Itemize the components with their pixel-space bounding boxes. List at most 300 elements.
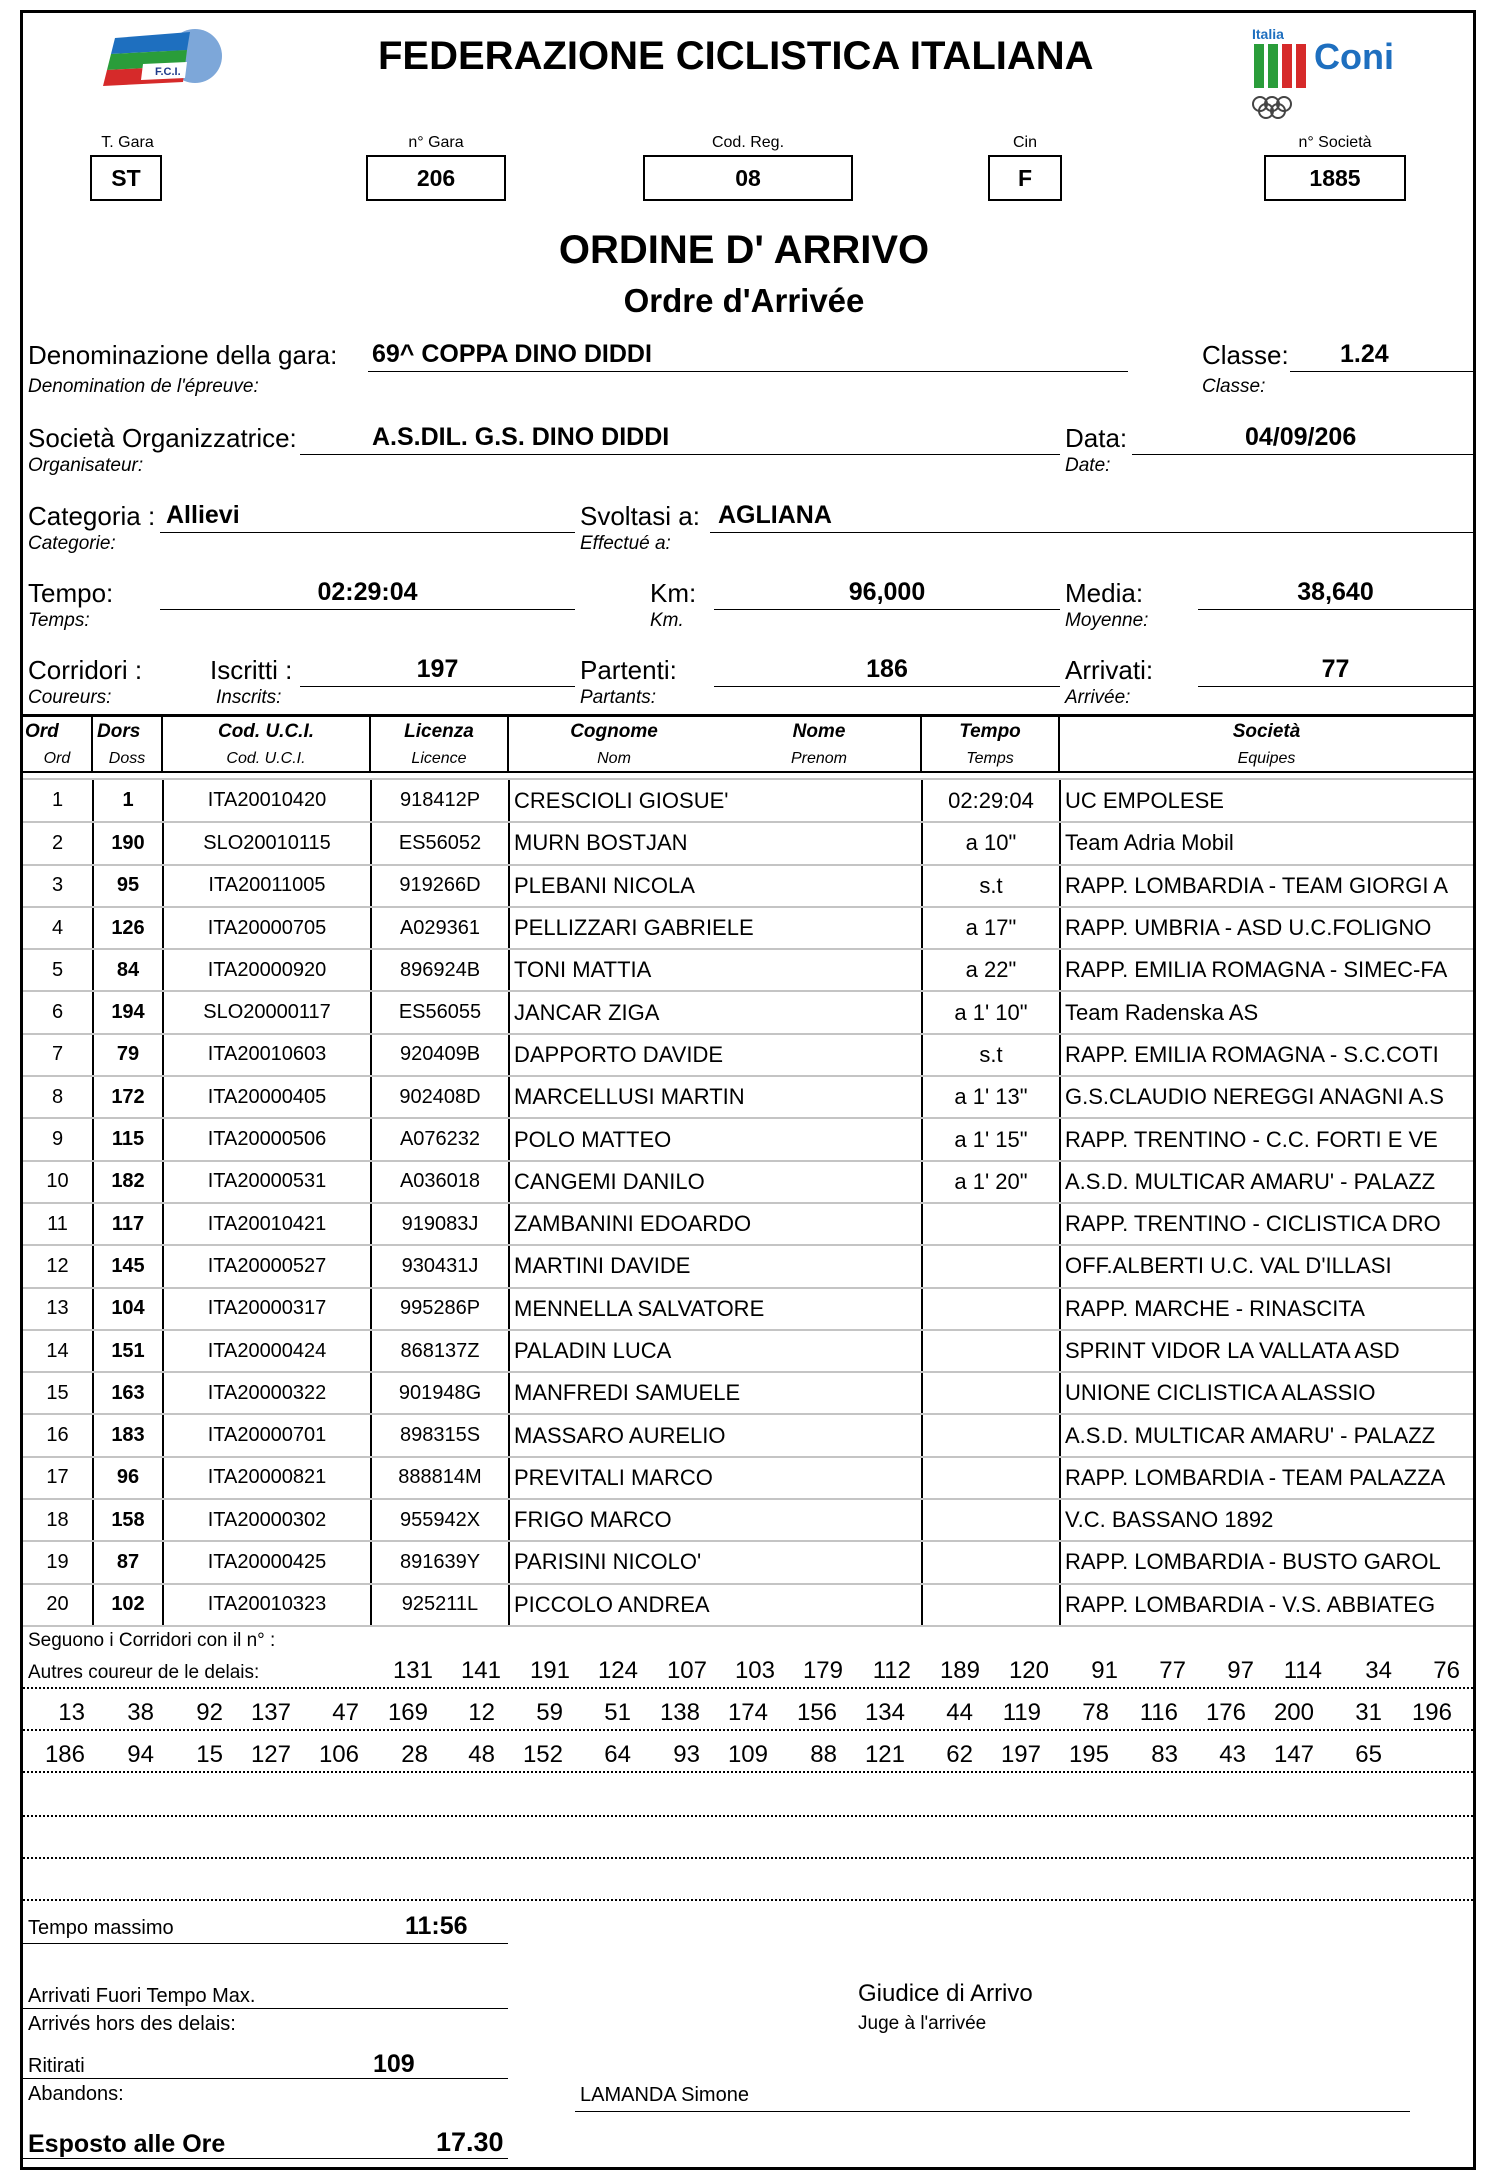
cell-rider-name: MASSARO AURELIO (509, 1414, 922, 1456)
col-team: Società Equipes (1232, 721, 1301, 767)
cell-ord: 7 (23, 1034, 93, 1076)
place-underline (710, 532, 1473, 533)
bib-number: 31 (1355, 1699, 1382, 1726)
bib-number: 47 (332, 1699, 359, 1726)
cell-team: A.S.D. MULTICAR AMARU' - PALAZZ (1060, 1414, 1473, 1456)
dotted-line-5 (23, 1857, 1473, 1859)
cell-team: OFF.ALBERTI U.C. VAL D'ILLASI (1060, 1245, 1473, 1287)
others-row-1 (0, 1657, 1488, 1685)
bib-number: 138 (659, 1699, 700, 1726)
cell-bib: 79 (93, 1034, 163, 1076)
dotted-line-4 (23, 1815, 1473, 1817)
table-row (23, 1245, 1473, 1287)
bib-number: 156 (796, 1699, 837, 1726)
bib-number: 124 (597, 1657, 638, 1684)
bib-number: 83 (1151, 1741, 1178, 1768)
cell-bib: 104 (93, 1288, 163, 1330)
cell-time (922, 1245, 1060, 1287)
riders-label-fr: Coureurs: (28, 687, 112, 708)
cell-rider-name: MENNELLA SALVATORE (509, 1288, 922, 1330)
cell-rider-name: CANGEMI DANILO (509, 1161, 922, 1203)
cell-rider-name: ZAMBANINI EDOARDO (509, 1203, 922, 1245)
results-header (23, 714, 1473, 773)
average-underline (1198, 609, 1473, 610)
bib-number: 78 (1082, 1699, 1109, 1726)
place-label-fr: Effectué a: (580, 533, 671, 554)
bib-number: 62 (946, 1741, 973, 1768)
bib-number: 51 (604, 1699, 631, 1726)
cell-licence: 919266D (371, 865, 509, 907)
bib-number: 43 (1219, 1741, 1246, 1768)
coni-logo (1248, 26, 1408, 121)
bib-number: 93 (673, 1741, 700, 1768)
cell-team: UC EMPOLESE (1060, 780, 1473, 822)
cell-ord: 6 (23, 991, 93, 1033)
code-box-nsocieta: 1885 (1264, 155, 1406, 201)
cell-ord: 9 (23, 1118, 93, 1160)
bib-number: 48 (468, 1741, 495, 1768)
cell-bib: 194 (93, 991, 163, 1033)
bib-number: 88 (810, 1741, 837, 1768)
bib-number: 189 (939, 1657, 980, 1684)
cell-team: RAPP. TRENTINO - CICLISTICA DRO (1060, 1203, 1473, 1245)
col-time: Tempo Temps (922, 717, 1060, 771)
cell-team: A.S.D. MULTICAR AMARU' - PALAZZ (1060, 1161, 1473, 1203)
cell-time (922, 1330, 1060, 1372)
km-label: Km: (650, 578, 697, 608)
retired-underline (23, 2078, 508, 2079)
judge-label: Giudice di Arrivo (858, 1980, 1033, 2007)
table-row (23, 865, 1473, 907)
class-underline (1290, 371, 1473, 372)
table-row (23, 1288, 1473, 1330)
org-underline (300, 454, 1060, 455)
org-label-fr: Organisateur: (28, 455, 144, 476)
cell-team: RAPP. LOMBARDIA - TEAM PALAZZA (1060, 1457, 1473, 1499)
cell-uci-code: ITA20010421 (163, 1203, 371, 1245)
cell-uci-code: ITA20010603 (163, 1034, 371, 1076)
cell-rider-name: MARTINI DAVIDE (509, 1245, 922, 1287)
cell-licence: 918412P (371, 780, 509, 822)
category-value: Allievi (166, 501, 240, 529)
bib-number: 15 (196, 1741, 223, 1768)
table-row (23, 907, 1473, 949)
results-spacer (23, 773, 1473, 780)
out-time-label-fr: Arrivés hors des delais: (28, 2013, 236, 2035)
retired-value: 109 (373, 2050, 415, 2078)
cell-licence: 902408D (371, 1076, 509, 1118)
cell-team: RAPP. MARCHE - RINASCITA (1060, 1288, 1473, 1330)
cell-uci-code: ITA20000425 (163, 1541, 371, 1583)
bib-number: 114 (1283, 1657, 1322, 1684)
cell-licence: 995286P (371, 1288, 509, 1330)
bib-number: 92 (196, 1699, 223, 1726)
finishers-label: Arrivati: (1065, 655, 1154, 685)
cell-rider-name: PARISINI NICOLO' (509, 1541, 922, 1583)
out-time-underline (23, 2008, 508, 2009)
cell-licence: 888814M (371, 1457, 509, 1499)
date-underline (1132, 454, 1473, 455)
code-box-tgara: ST (90, 155, 162, 201)
bib-number: 13 (58, 1699, 85, 1726)
cell-uci-code: ITA20000701 (163, 1414, 371, 1456)
code-box-ngara: 206 (366, 155, 506, 201)
cell-team: RAPP. UMBRIA - ASD U.C.FOLIGNO (1060, 907, 1473, 949)
page-title: ORDINE D' ARRIVO (558, 228, 930, 272)
time-value: 02:29:04 (317, 578, 418, 606)
cell-ord: 4 (23, 907, 93, 949)
cell-time (922, 1499, 1060, 1541)
col-licence: Licenza Licence (371, 717, 509, 771)
code-label-cin: Cin (1012, 134, 1037, 151)
bib-number: 76 (1433, 1657, 1460, 1684)
riders-label: Corridori : (28, 655, 143, 685)
entered-value: 197 (416, 655, 459, 683)
table-row (23, 991, 1473, 1033)
cell-licence: A076232 (371, 1118, 509, 1160)
table-row (23, 1330, 1473, 1372)
cell-licence: 896924B (371, 949, 509, 991)
dotted-line-3 (23, 1771, 1473, 1773)
table-row (23, 1457, 1473, 1499)
cell-bib: 95 (93, 865, 163, 907)
bib-number: 65 (1355, 1741, 1382, 1768)
cell-licence: 955942X (371, 1499, 509, 1541)
fci-logo-text: F.C.I. (155, 66, 181, 78)
col-ord: Ord Ord (23, 717, 93, 771)
cell-bib: 145 (93, 1245, 163, 1287)
cell-time (922, 1414, 1060, 1456)
cell-rider-name: FRIGO MARCO (509, 1499, 922, 1541)
place-value: AGLIANA (718, 501, 832, 529)
entered-underline (300, 686, 575, 687)
bib-number: 147 (1273, 1741, 1314, 1768)
table-row (23, 780, 1473, 822)
bib-number: 169 (387, 1699, 428, 1726)
cell-bib: 96 (93, 1457, 163, 1499)
table-row (23, 1034, 1473, 1076)
cell-team: UNIONE CICLISTICA ALASSIO (1060, 1372, 1473, 1414)
date-label: Data: (1065, 423, 1128, 453)
entered-label-fr: Inscrits: (216, 687, 282, 708)
bib-number: 152 (522, 1741, 563, 1768)
code-label-tgara: T. Gara (101, 134, 154, 151)
coni-logo-top: Italia (1252, 26, 1284, 42)
cell-uci-code: ITA20000531 (163, 1161, 371, 1203)
starters-value: 186 (866, 655, 908, 683)
cell-licence: 920409B (371, 1034, 509, 1076)
cell-time: s.t (922, 1034, 1060, 1076)
others-label: Seguono i Corridori con il n° : (28, 1630, 276, 1651)
time-underline (160, 609, 575, 610)
table-row (23, 1372, 1473, 1414)
cell-uci-code: ITA20000322 (163, 1372, 371, 1414)
km-label-fr: Km. (650, 610, 684, 631)
finishers-value: 77 (1321, 655, 1350, 683)
col-name: Cognome Nom Nome Prenom (509, 717, 922, 771)
table-row (23, 1499, 1473, 1541)
page-subtitle: Ordre d'Arrivée (623, 282, 865, 319)
table-row (23, 1584, 1473, 1626)
date-value: 04/09/206 (1245, 423, 1357, 451)
cell-time: a 1' 15" (922, 1118, 1060, 1160)
bib-number: 200 (1273, 1699, 1314, 1726)
cell-uci-code: SLO20000117 (163, 991, 371, 1033)
cell-time: a 17" (922, 907, 1060, 949)
cell-time: s.t (922, 865, 1060, 907)
entered-label: Iscritti : (210, 655, 293, 685)
cell-ord: 18 (23, 1499, 93, 1541)
time-label-fr: Temps: (28, 610, 90, 631)
cell-licence: ES56055 (371, 991, 509, 1033)
cell-team: RAPP. LOMBARDIA - TEAM GIORGI A (1060, 865, 1473, 907)
cell-team: V.C. BASSANO 1892 (1060, 1499, 1473, 1541)
code-label-ngara: n° Gara (408, 134, 464, 151)
cell-uci-code: ITA20000506 (163, 1118, 371, 1160)
cell-licence: A036018 (371, 1161, 509, 1203)
cell-team: RAPP. EMILIA ROMAGNA - SIMEC-FA (1060, 949, 1473, 991)
table-row (23, 1161, 1473, 1203)
place-label: Svoltasi a: (580, 501, 700, 531)
race-label: Denominazione della gara: (28, 340, 338, 370)
judge-name: LAMANDA Simone (580, 2084, 749, 2106)
time-label: Tempo: (28, 578, 114, 608)
cell-time: a 10" (922, 822, 1060, 864)
cell-uci-code: ITA20000317 (163, 1288, 371, 1330)
cell-bib: 84 (93, 949, 163, 991)
table-row (23, 1541, 1473, 1583)
km-value: 96,000 (848, 578, 926, 606)
bib-number: 59 (536, 1699, 563, 1726)
cell-bib: 190 (93, 822, 163, 864)
cell-ord: 19 (23, 1541, 93, 1583)
cell-rider-name: JANCAR ZIGA (509, 991, 922, 1033)
cell-team: RAPP. TRENTINO - C.C. FORTI E VE (1060, 1118, 1473, 1160)
bib-number: 131 (392, 1657, 433, 1684)
cell-ord: 8 (23, 1076, 93, 1118)
km-underline (714, 609, 1060, 610)
class-label-fr: Classe: (1202, 376, 1266, 397)
cell-time (922, 1372, 1060, 1414)
starters-label: Partenti: (580, 655, 677, 685)
judge-underline (575, 2111, 1410, 2112)
average-label-fr: Moyenne: (1065, 610, 1149, 631)
code-box-codreg: 08 (643, 155, 853, 201)
bib-number: 64 (604, 1741, 631, 1768)
col-uci: Cod. U.C.I. Cod. U.C.I. (163, 717, 371, 771)
retired-label: Ritirati (28, 2055, 85, 2077)
finishers-underline (1198, 686, 1473, 687)
category-underline (160, 532, 575, 533)
cell-rider-name: PALADIN LUCA (509, 1330, 922, 1372)
bib-number: 112 (872, 1657, 911, 1684)
cell-uci-code: SLO20010115 (163, 822, 371, 864)
cell-bib: 163 (93, 1372, 163, 1414)
table-row (23, 1414, 1473, 1456)
bib-number: 109 (727, 1741, 768, 1768)
bib-number: 195 (1068, 1741, 1109, 1768)
class-value: 1.24 (1340, 340, 1389, 368)
cell-uci-code: ITA20000424 (163, 1330, 371, 1372)
cell-uci-code: ITA20011005 (163, 865, 371, 907)
bib-number: 176 (1205, 1699, 1246, 1726)
dotted-line-6 (23, 1899, 1473, 1901)
fci-logo (95, 28, 230, 90)
retired-label-fr: Abandons: (28, 2083, 124, 2105)
finishers-label-fr: Arrivée: (1065, 687, 1131, 708)
cell-team: RAPP. EMILIA ROMAGNA - S.C.COTI (1060, 1034, 1473, 1076)
bib-number: 134 (864, 1699, 905, 1726)
org-label: Società Organizzatrice: (28, 423, 297, 453)
code-label-codreg: Cod. Reg. (711, 134, 785, 151)
bib-number: 91 (1091, 1657, 1118, 1684)
bib-number: 196 (1411, 1699, 1452, 1726)
bib-number: 174 (727, 1699, 768, 1726)
cell-rider-name: DAPPORTO DAVIDE (509, 1034, 922, 1076)
cell-rider-name: MANFREDI SAMUELE (509, 1372, 922, 1414)
results-table (23, 780, 1473, 1627)
cell-bib: 126 (93, 907, 163, 949)
posted-value: 17.30 (436, 2127, 504, 2157)
dotted-line-2 (23, 1729, 1473, 1731)
bib-number: 179 (802, 1657, 843, 1684)
bib-number: 34 (1365, 1657, 1392, 1684)
cell-rider-name: CRESCIOLI GIOSUE' (509, 780, 922, 822)
federation-title: FEDERAZIONE CICLISTICA ITALIANA (378, 34, 1094, 78)
posted-underline (23, 2158, 508, 2159)
cell-uci-code: ITA20010420 (163, 780, 371, 822)
cell-time: a 1' 20" (922, 1161, 1060, 1203)
table-row (23, 822, 1473, 864)
cell-time: a 1' 10" (922, 991, 1060, 1033)
bib-number: 106 (318, 1741, 359, 1768)
code-box-cin: F (988, 155, 1062, 201)
bib-number: 116 (1139, 1699, 1178, 1726)
cell-bib: 1 (93, 780, 163, 822)
cell-ord: 20 (23, 1584, 93, 1626)
bib-number: 94 (127, 1741, 154, 1768)
cell-bib: 117 (93, 1203, 163, 1245)
cell-uci-code: ITA20000920 (163, 949, 371, 991)
cell-ord: 5 (23, 949, 93, 991)
cell-team: Team Adria Mobil (1060, 822, 1473, 864)
cell-rider-name: PLEBANI NICOLA (509, 865, 922, 907)
bib-number: 127 (250, 1741, 291, 1768)
cell-ord: 14 (23, 1330, 93, 1372)
bib-number: 77 (1159, 1657, 1186, 1684)
posted-label: Esposto alle Ore (28, 2130, 226, 2158)
starters-label-fr: Partants: (580, 687, 657, 708)
cell-team: RAPP. LOMBARDIA - BUSTO GAROL (1060, 1541, 1473, 1583)
cell-uci-code: ITA20000705 (163, 907, 371, 949)
cell-time: a 1' 13" (922, 1076, 1060, 1118)
cell-licence: 891639Y (371, 1541, 509, 1583)
cell-bib: 183 (93, 1414, 163, 1456)
cell-rider-name: PELLIZZARI GABRIELE (509, 907, 922, 949)
coni-logo-text: Coni (1314, 36, 1394, 77)
table-row (23, 1203, 1473, 1245)
cell-ord: 17 (23, 1457, 93, 1499)
max-time-underline (23, 1943, 508, 1944)
cell-team: Team Radenska AS (1060, 991, 1473, 1033)
cell-uci-code: ITA20000821 (163, 1457, 371, 1499)
cell-bib: 182 (93, 1161, 163, 1203)
cell-licence: 930431J (371, 1245, 509, 1287)
max-time-label: Tempo massimo (28, 1917, 174, 1939)
cell-bib: 172 (93, 1076, 163, 1118)
cell-team: G.S.CLAUDIO NEREGGI ANAGNI A.S (1060, 1076, 1473, 1118)
table-row (23, 1076, 1473, 1118)
bib-number: 97 (1227, 1657, 1254, 1684)
average-label: Media: (1065, 578, 1144, 608)
class-label: Classe: (1202, 340, 1289, 370)
category-label-fr: Categorie: (28, 533, 116, 554)
cell-ord: 11 (23, 1203, 93, 1245)
bib-number: 44 (946, 1699, 973, 1726)
bib-number: 191 (529, 1657, 570, 1684)
cell-licence: 868137Z (371, 1330, 509, 1372)
cell-team: RAPP. LOMBARDIA - V.S. ABBIATEG (1060, 1584, 1473, 1626)
cell-bib: 151 (93, 1330, 163, 1372)
cell-ord: 12 (23, 1245, 93, 1287)
cell-rider-name: POLO MATTEO (509, 1118, 922, 1160)
cell-licence: 925211L (371, 1584, 509, 1626)
table-row (23, 949, 1473, 991)
cell-rider-name: PREVITALI MARCO (509, 1457, 922, 1499)
others-row-2 (0, 1699, 1488, 1727)
cell-ord: 3 (23, 865, 93, 907)
out-time-label: Arrivati Fuori Tempo Max. (28, 1985, 256, 2007)
max-time-value: 11:56 (405, 1912, 468, 1940)
bib-number: 103 (734, 1657, 775, 1684)
bib-number: 121 (864, 1741, 905, 1768)
cell-ord: 16 (23, 1414, 93, 1456)
race-value: 69^ COPPA DINO DIDDI (372, 340, 652, 368)
cell-ord: 1 (23, 780, 93, 822)
table-row (23, 1118, 1473, 1160)
org-value: A.S.DIL. G.S. DINO DIDDI (372, 423, 670, 451)
cell-rider-name: PICCOLO ANDREA (509, 1584, 922, 1626)
bib-number: 107 (666, 1657, 707, 1684)
cell-rider-name: MURN BOSTJAN (509, 822, 922, 864)
cell-ord: 15 (23, 1372, 93, 1414)
bib-number: 137 (250, 1699, 291, 1726)
cell-time (922, 1457, 1060, 1499)
bib-number: 141 (460, 1657, 501, 1684)
bib-number: 120 (1008, 1657, 1049, 1684)
cell-time (922, 1288, 1060, 1330)
bib-number: 197 (1000, 1741, 1041, 1768)
cell-bib: 115 (93, 1118, 163, 1160)
category-label: Categoria : (28, 501, 156, 531)
cell-licence: 901948G (371, 1372, 509, 1414)
cell-time (922, 1584, 1060, 1626)
others-label-fr: Autres coureur de le delais: (28, 1662, 260, 1683)
judge-label-fr: Juge à l'arrivée (858, 2013, 987, 2034)
bib-number: 12 (468, 1699, 495, 1726)
date-label-fr: Date: (1065, 455, 1111, 476)
others-row-3 (0, 1741, 1488, 1769)
cell-licence: ES56052 (371, 822, 509, 864)
cell-bib: 102 (93, 1584, 163, 1626)
cell-ord: 10 (23, 1161, 93, 1203)
starters-underline (714, 686, 1060, 687)
cell-licence: A029361 (371, 907, 509, 949)
bib-number: 38 (127, 1699, 154, 1726)
cell-ord: 2 (23, 822, 93, 864)
bib-number: 119 (1002, 1699, 1041, 1726)
cell-licence: 919083J (371, 1203, 509, 1245)
